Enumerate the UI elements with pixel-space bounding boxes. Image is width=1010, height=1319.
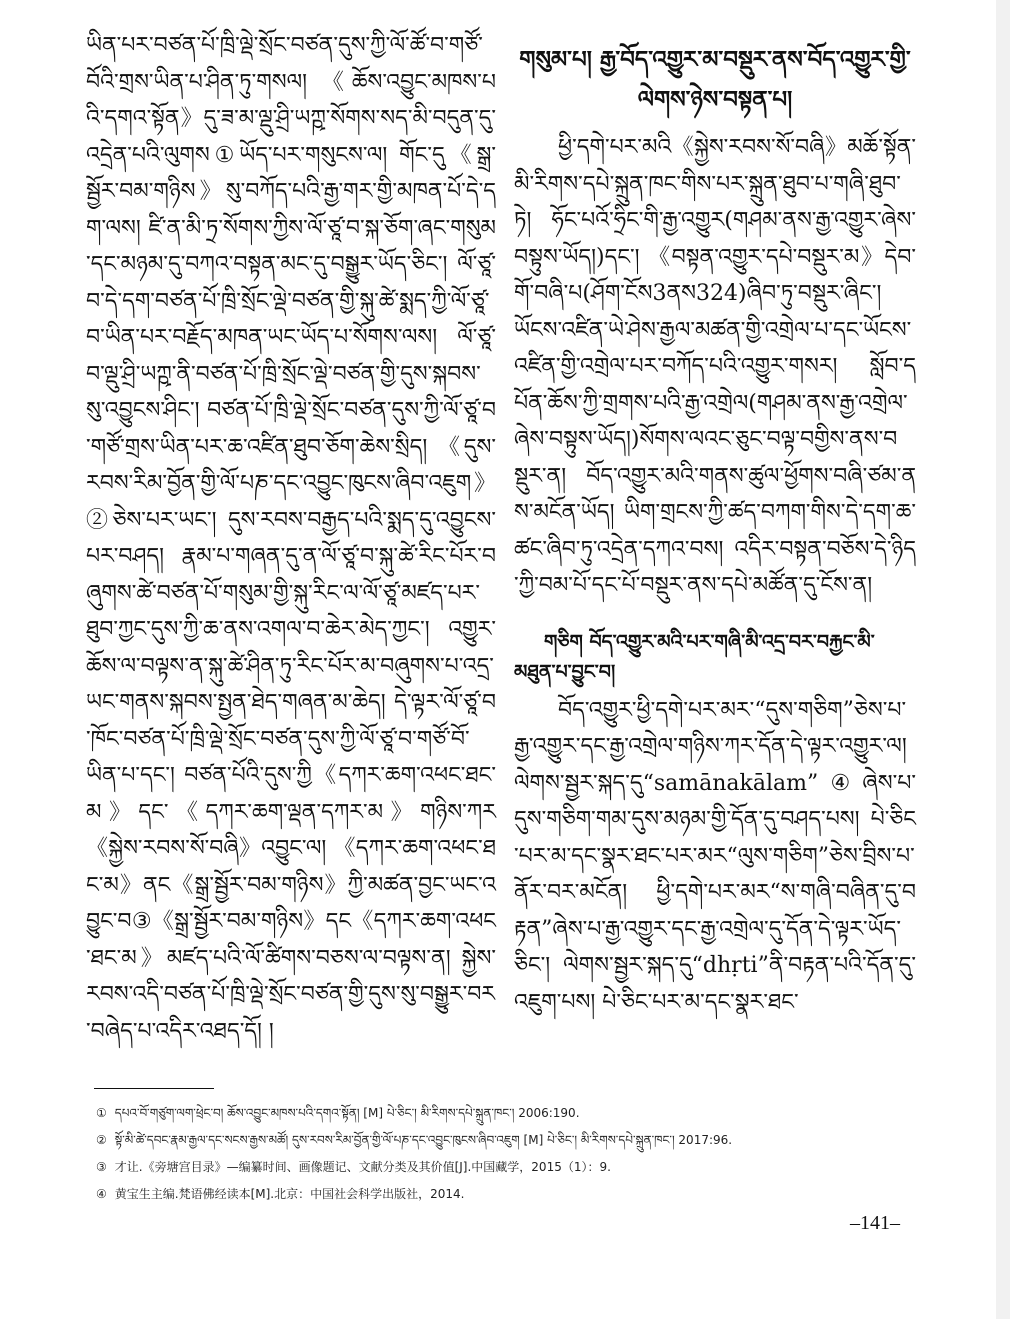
subsection-paragraph: བོད་འགྱུར་ཕྱི་དགེ་པར་མར་“དུས་གཅིག”ཅེས་པ་རྒྱ་འགྱུར་དང་རྒྱ་འགྲེལ་གཉིས་ཀར་དོན་དེ་ལྟར་འགྱུར་ལ། ལེགས་སྦྱར་སྐད་དུ“samānakālam”④ཞེས་པ་དུས་གཅིག་གམ་དུས་མཉམ་གྱི་དོན་དུ་བཤད་པས། པེ་ཅིང་པར་མ་དང་སྣར་ཐང་པར་མར“ལུས་གཅིག”ཅེས་བྲིས་པ་ནོར་བར་མངོན། ཕྱི་དགེ་པར་མར“ས་གཞི་བཞིན་དུ་བརྟན”ཞེས་པ་རྒྱ་འགྱུར་དང་རྒྱ་འགྲེལ་དུ་དོན་དེ་ལྟར་ཡོད་ཅིང་། ལེགས་སྦྱར་སྐད་དུ“dhṛti”ནི་བརྟན་པའི་དོན་དུ་འཇུག་པས། པེ་ཅིང་པར་མ་དང་སྣར་ཐང་	[514, 697, 916, 1015]
body-paragraph: ཡིན་པར་བཙན་པོ་ཁྲི་ལྡེ་སྲོང་བཙན་དུས་ཀྱི་ལོ་ཚོ་བ་གཙོ་བོའི་གྲས་ཡིན་པ་ཤིན་ཏུ་གསལ། 《ཆོས་འབྱུང་མཁས་པའི་དགའ་སྟོན》དུ་ཟ་མ་ལྡུ་ཤྲི་ཡཀྵ་སོགས་སད་མི་བདུན་དུ་འདྲེན་པའི་ལུགས①ཡོད་པར་གསུངས་ལ། གོང་དུ《སྒྲ་སྦྱོར་བམ་གཉིས》སུ་བཀོད་པའི་རྒྱ་གར་གྱི་མཁན་པོ་དེ་དག་ལས། ཛི་ན་མི་ཏྲ་སོགས་ཀྱིས་ལོ་ཙཱ་བ་སྐ་ཅོག་ཞང་གསུམ་དང་མཉམ་དུ་བཀའ་བསྟན་མང་དུ་བསྒྱུར་ཡོད་ཅིང་། ལོ་ཙཱ་བ་དེ་དག་བཙན་པོ་ཁྲི་སྲོང་ལྡེ་བཙན་གྱི་སྐུ་ཚེ་སྨད་ཀྱི་ལོ་ཙཱ་བ་ཡིན་པར་བརྗོད་མཁན་ཡང་ཡོད་པ་སོགས་ལས། ལོ་ཙཱ་བ་ལྡུ་ཤྲི་ཡཀྵ་ནི་བཙན་པོ་ཁྲི་སྲོང་ལྡེ་བཙན་གྱི་དུས་སྐབས་སུ་འབྱུངས་ཤིང་། བཙན་པོ་ཁྲི་ལྡེ་སྲོང་བཙན་དུས་ཀྱི་ལོ་ཙཱ་བ་གཙོ་གྲས་ཡིན་པར་ཆ་འཛིན་ཐུབ་ཅོག་ཆེས་སྲིད། 《དུས་རབས་རིམ་བྱོན་གྱི་ལོ་པཎ་དང་འབྱུང་ཁུངས་ཞིབ་འཇུག》②ཅེས་པར་ཡང་། དུས་རབས་བརྒྱད་པའི་སྨད་དུ་འབྱུངས་པར་བཤད། རྣམ་པ་གཞན་དུ་ན་ལོ་ཙཱ་བ་སྐུ་ཚེ་རིང་པོར་བཞུགས་ཚེ་བཙན་པོ་གསུམ་གྱི་སྐུ་རིང་ལ་ལོ་ཙཱ་མཛད་པར་ཐུབ་ཀྱང་དུས་ཀྱི་ཆ་ནས་འགལ་བ་ཆེར་མེད་ཀྱང་། འགྱུར་ཆོས་ལ་བལྟས་ན་སྐུ་ཚེ་ཤིན་ཏུ་རིང་པོར་མ་བཞུགས་པ་འདྲ་ཡང་གནས་སྐབས་སྤྱན་ཐེད་གཞན་མ་ཆེད། དེ་ལྟར་ལོ་ཙཱ་བ་ཁོང་བཙན་པོ་ཁྲི་ལྡེ་སྲོང་བཙན་དུས་ཀྱི་ལོ་ཙཱ་བ་གཙོ་བོ་ཡིན་པ་དང་། བཙན་པོའི་དུས་ཀྱི《དཀར་ཆག་འཕང་ཐང་མ》དང་《དཀར་ཆག་ལྡན་དཀར་མ》གཉིས་ཀར《སྐྱེས་རབས་སོ་བཞི》འབྱུང་ལ། 《དཀར་ཆག་འཕང་ཐང་མ》ནང《སྒྲ་སྦྱོར་བམ་གཉིས》ཀྱི་མཚན་བྱང་ཡང་འབྱུང་བ③《སྒྲ་སྦྱོར་བམ་གཉིས》དང《དཀར་ཆག་འཕང་ཐང་མ》མཛད་པའི་ལོ་ཚིགས་བཅས་ལ་བལྟས་ན། སྐྱེས་རབས་འདི་བཙན་པོ་ཁྲི་ལྡེ་སྲོང་བཙན་གྱི་དུས་སུ་བསྒྱུར་བར་བཞེད་པ་འདིར་འཐད་དོ། །	[86, 33, 496, 1044]
page-number: –141–	[850, 1212, 900, 1234]
footnotes	[96, 1100, 916, 1208]
intro-paragraph: ཕྱི་དགེ་པར་མའི《སྐྱེས་རབས་སོ་བཞི》མཆོ་སྟོན་མི་རིགས་དཔེ་སྐྲུན་ཁང་གིས་པར་སྐྲུན་ཐུབ་པ་གཞི་ཐུབ་ཏེ། ཧོང་པའོ་ཧྲིང་གི་རྒྱ་འགྱུར(གཤམ་ནས་རྒྱ་འགྱུར་ཞེས་བསྟུས་ཡོད།)དང་། 《བསྟན་འགྱུར་དཔེ་བསྡུར་མ》དེབ་གོ་བཞི་པ(ཤོག་ངོས3ནས324)ཞིབ་ཏུ་བསྡུར་ཞིང་། ཡོངས་འཛིན་ཡེ་ཤེས་རྒྱལ་མཚན་གྱི་འགྲེལ་པ་དང་ཡོངས་འཛིན་གྱི་འགྲེལ་པར་བཀོད་པའི་འགྱུར་གསར། སློབ་དཔོན་ཆོས་ཀྱི་གྲགས་པའི་རྒྱ་འགྲེལ(གཤམ་ནས་རྒྱ་འགྲེལ་ཞེས་བསྟུས་ཡོད།)སོགས་ལའང་ཅུང་བལྟ་བགྱིས་ནས་བསྡུར་ན། བོད་འགྱུར་མའི་གནས་ཚུལ་ཕྱོགས་བཞི་ཙམ་ནས་མངོན་ཡོད། ཡིག་གྲངས་ཀྱི་ཚད་བཀག་གིས་དེ་དག་ཆ་ཚང་ཞིབ་ཏུ་འདྲེན་དཀའ་བས། འདིར་བསྟན་བཅོས་དེ་ཉིད་ཀྱི་བམ་པོ་དང་པོ་བསྡུར་ནས་དཔེ་མཚོན་དུ་ངོས་ན།	[514, 135, 916, 598]
footnote-item	[96, 1181, 916, 1208]
footnote-text: སྟོ་མི་ཚེ་དབང་རྣམ་རྒྱལ་དང་སངས་རྒྱས་མཚོ། དུས་རབས་རིམ་བྱོན་གྱི་ལོ་པཎ་དང་འབྱུང་ཁུངས་ཞིབ་འཇུག [M] པེ་ཅིང་། མི་རིགས་དཔེ་སྐྲུན་ཁང་། 2017:96.	[114, 1133, 733, 1147]
right-column	[514, 28, 916, 1021]
subsection-title: གཅིག བོད་འགྱུར་མའི་པར་གཞི་མི་འདྲ་བར་བརྐྱང་མི་མཐུན་པ་བྱུང་བ།	[514, 630, 875, 683]
footnote-marker: ①	[96, 1106, 107, 1120]
footnote-item	[96, 1127, 916, 1154]
footnote-item	[96, 1154, 916, 1181]
section-title: གསུམ་པ། རྒྱ་བོད་འགྱུར་མ་བསྡུར་ནས་བོད་འགྱུར་གྱི་ལེགས་ཉེས་བསྟན་པ།	[519, 47, 911, 113]
page-edge-shadow	[996, 0, 1010, 1319]
footnote-marker: ②	[96, 1133, 107, 1147]
footnote-item	[96, 1100, 916, 1127]
footnote-marker: ④	[96, 1187, 107, 1201]
footnote-divider	[94, 1088, 214, 1089]
left-column	[86, 28, 496, 1050]
footnote-text: 才让.《旁塘宫目录》—编纂时间、画像题记、文献分类及其价值[J].中国藏学，2015（1）：9.	[114, 1160, 611, 1174]
footnote-text: 黄宝生主编.梵语佛经读本[M].北京：中国社会科学出版社，2014.	[114, 1187, 465, 1201]
footnote-marker: ③	[96, 1160, 107, 1174]
footnote-text: དཔའ་བོ་གཙུག་ལག་ཕྲེང་བ། ཆོས་འབྱུང་མཁས་པའི་དགའ་སྟོན། [M] པེ་ཅིང་། མི་རིགས་དཔེ་སྐྲུན་ཁང་། 2006:190.	[114, 1106, 580, 1120]
